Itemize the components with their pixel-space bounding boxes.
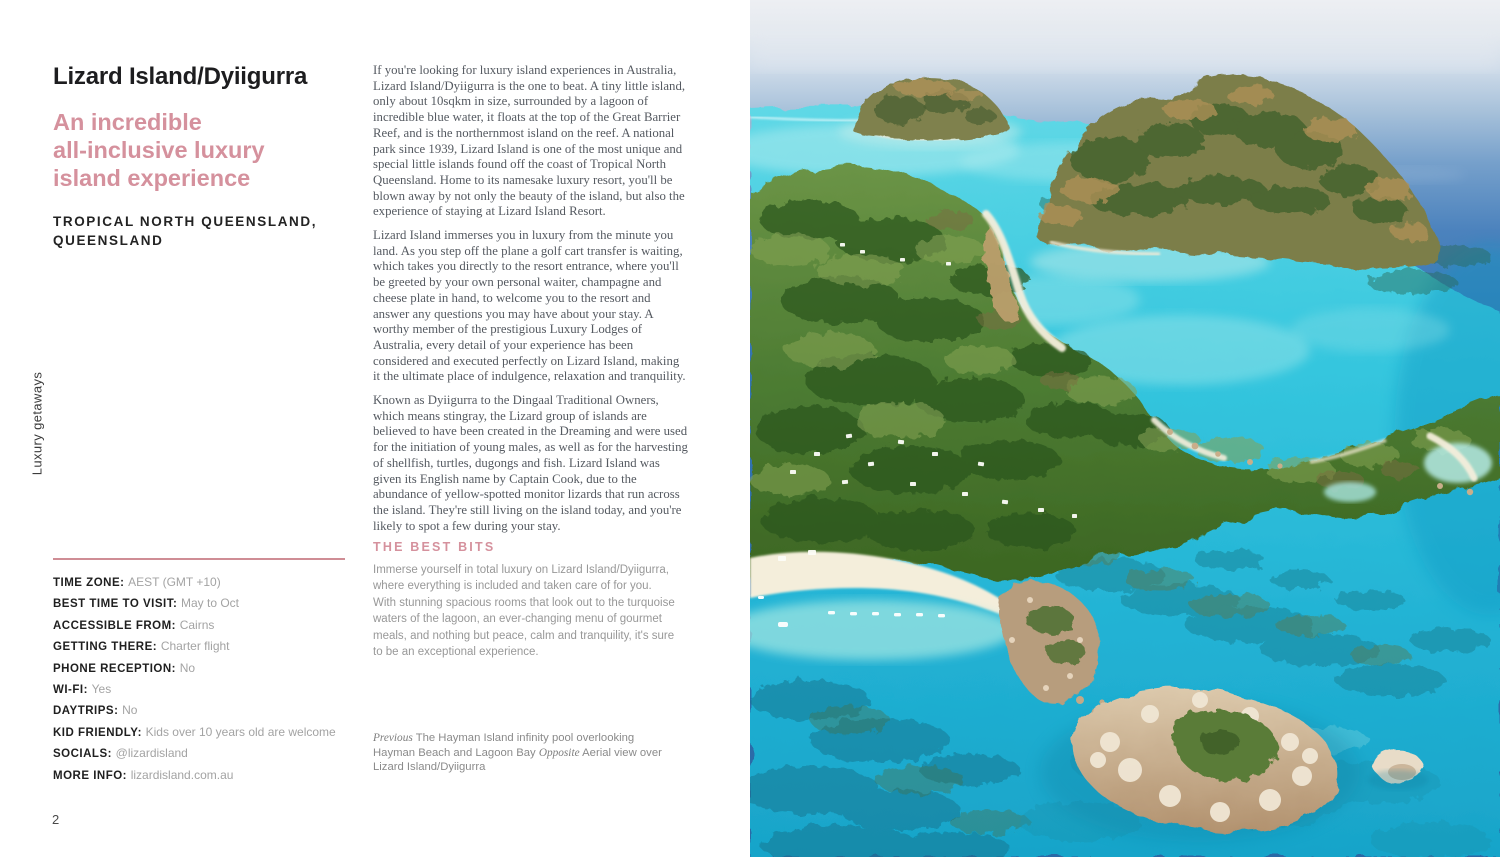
fact-row [53, 743, 363, 764]
fact-value: No [122, 703, 138, 718]
caption-opposite-text: Aerial view over Lizard Island/Dyiigurra [373, 746, 662, 774]
location-heading [53, 212, 363, 250]
aerial-photo-illustration [750, 0, 1500, 857]
facts-list [53, 572, 363, 786]
fact-label: PHONE RECEPTION: [53, 662, 180, 675]
photo-caption [373, 731, 671, 775]
fact-label: KID FRIENDLY: [53, 726, 146, 739]
fact-value: AEST (GMT +10) [128, 575, 221, 589]
fact-row [53, 658, 363, 679]
fact-value: Cairns [179, 617, 215, 632]
subtitle-line: all-inclusive luxury [53, 137, 265, 163]
fact-label: GETTING THERE: [53, 641, 161, 654]
body-paragraph: Lizard Island immerses you in luxury from the minute you land. As you step off the plane a golf cart transfer is waiting, which takes you directly to the resort entrance, where you'll be greeted by your own personal waiter, champagne and cheese plate in hand, to welcome you to the resort and answer any questions you may have about your stay. A worthy member of the prestigious Luxury Lodges of Australia, every detail of your experience has been considered and executed perfectly on Lizard Island, making it the ultimate place of indulgence, relaxation and tranquility. [373, 228, 686, 384]
fact-value: May to Oct [181, 596, 240, 611]
opposite-aerial-photo [750, 0, 1500, 857]
fact-row [53, 615, 363, 636]
location-line: QUEENSLAND [53, 233, 164, 248]
fact-label: BEST TIME TO VISIT: [53, 598, 181, 611]
best-bits-body: Immerse yourself in total luxury on Lizard Island/Dyiigurra, where everything is included and taken care of for you. With stunning spacious rooms that look out to the turquoise waters of the lagoon, an ever-changing menu of gourmet meals, and nothing but peace, calm and tranquility, it's sure to be an exceptional experience. [373, 564, 675, 659]
page-subtitle [53, 108, 353, 192]
fact-label: TIME ZONE: [53, 577, 129, 589]
fact-value: lizardisland.com.au [130, 767, 234, 782]
fact-row [53, 765, 363, 786]
fact-label: ACCESSIBLE FROM: [53, 619, 180, 632]
fact-row [53, 700, 363, 721]
fact-value: Charter flight [160, 639, 230, 654]
fact-label: WI-FI: [53, 684, 92, 697]
fact-row [53, 679, 363, 700]
chapter-vertical-label: Luxury getaways [29, 371, 45, 476]
caption-opposite-label: Opposite [538, 746, 580, 759]
fact-label: DAYTRIPS: [53, 705, 123, 718]
caption-previous-text: The Hayman Island infinity pool overlooking Hayman Beach and Lagoon Bay [373, 732, 635, 759]
subtitle-line: island experience [53, 165, 251, 191]
caption-previous-label: Previous [373, 732, 413, 744]
body-paragraph: Known as Dyiigurra to the Dingaal Traditional Owners, which means stingray, the Lizard group of islands are believed to have been created in the Dreaming and were used for the initiation of young males, as well as for the harvesting of shellfish, turtles, dugongs and fish. Lizard Island was given its English name by Captain Cook, due to the abundance of yellow-spotted monitor lizards that run across the island. They're still living on the island today, and you're likely to spot a few during your stay. [373, 393, 688, 533]
body-paragraph: If you're looking for luxury island experiences in Australia, Lizard Island/Dyiigurra is the one to beat. A tiny little island, only about 10sqkm in size, surrounded by a lagoon of incredible blue water, it floats at the top of the Great Barrier Reef, and is the northernmost island on the reef. A national park since 1939, Lizard Island is one of the most unique and special little islands found off the coast of Tropical North Queensland. Home to its namesake luxury resort, you'll be blown away by not only the beauty of the island, but also the experience of staying at Lizard Island Resort. [373, 63, 686, 219]
body-text-column [373, 63, 689, 542]
fact-row [53, 722, 363, 743]
pink-divider-rule [53, 558, 345, 560]
fact-value: Yes [91, 682, 112, 697]
fact-label: MORE INFO: [53, 769, 131, 782]
page-number: 2 [52, 812, 60, 827]
page-title: Lizard Island/Dyiigurra [53, 63, 308, 90]
fact-label: SOCIALS: [53, 748, 116, 761]
location-line: TROPICAL NORTH QUEENSLAND, [53, 214, 318, 229]
fact-value: Kids over 10 years old are welcome [145, 724, 336, 739]
fact-row [53, 593, 363, 614]
fact-value: @lizardisland [115, 746, 188, 761]
fact-value: No [179, 660, 196, 675]
best-bits-heading: THE BEST BITS [373, 540, 496, 554]
subtitle-line: An incredible [53, 109, 202, 135]
fact-row [53, 572, 363, 593]
fact-row [53, 636, 363, 657]
